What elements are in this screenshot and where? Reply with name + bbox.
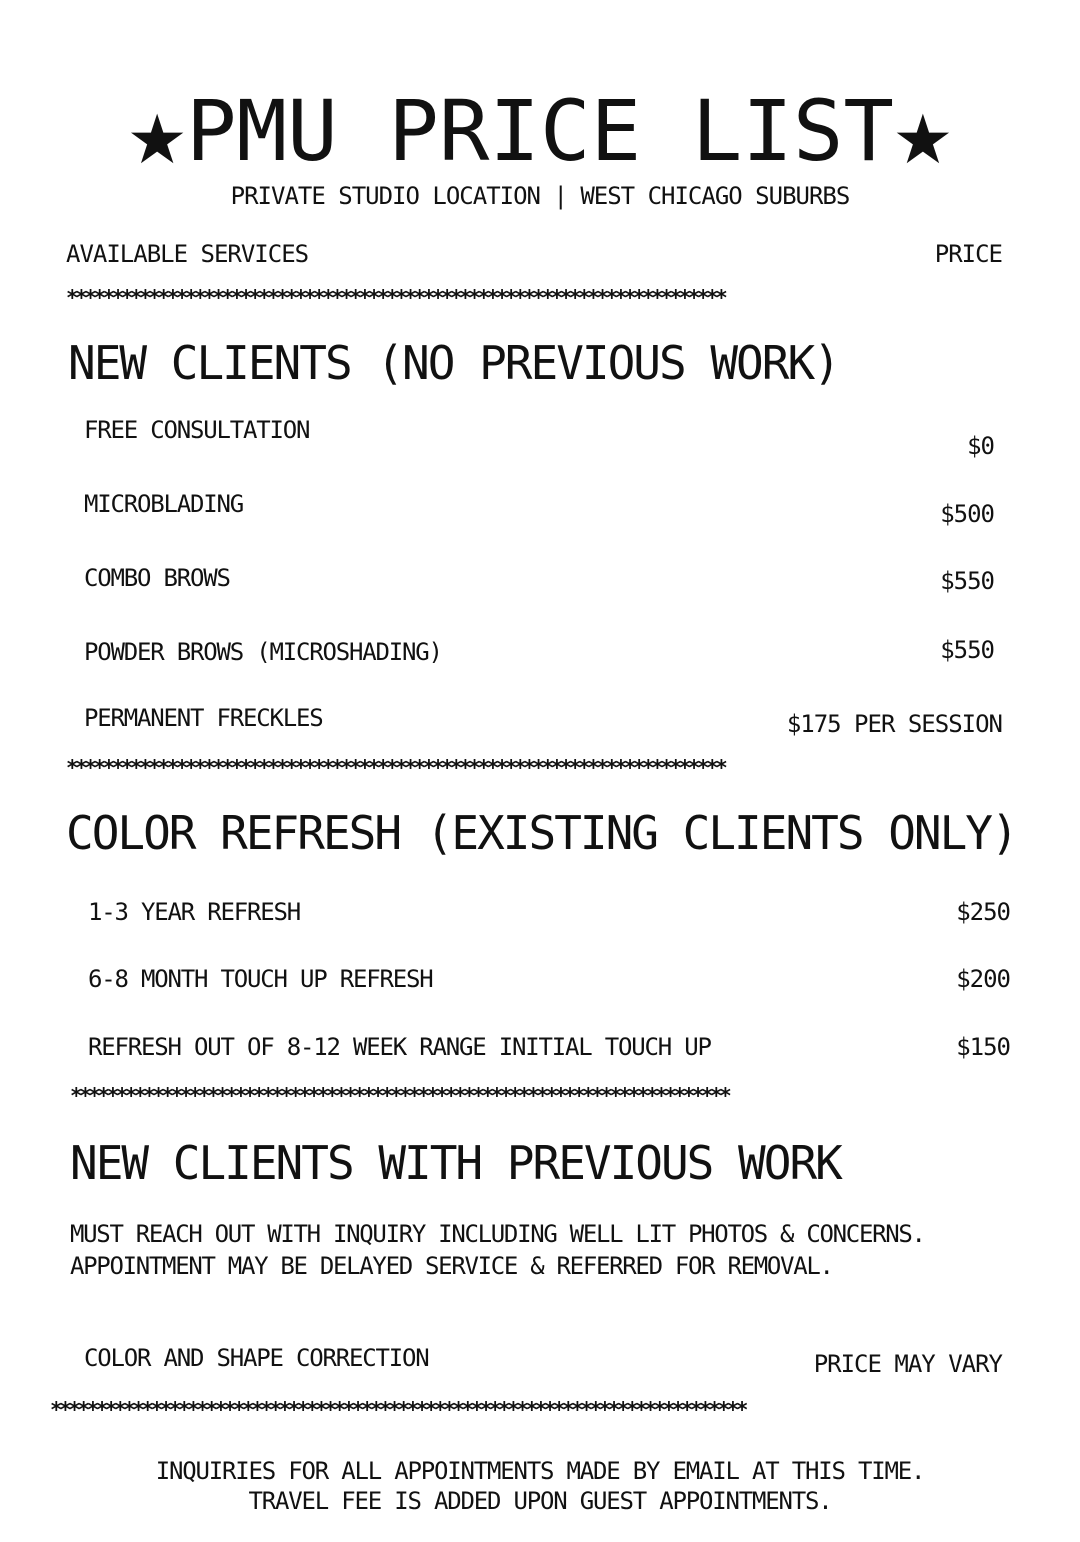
column-heading-price: PRICE: [934, 240, 1002, 268]
page-title-text: PMU PRICE LIST: [185, 82, 894, 180]
service-name: FREE CONSULTATION: [84, 416, 310, 444]
footer-line: INQUIRIES FOR ALL APPOINTMENTS MADE BY EMAIL AT THIS TIME.: [155, 1457, 925, 1485]
star-left-icon: ★: [128, 75, 186, 187]
star-right-icon: ★: [894, 75, 952, 187]
service-price: $200: [956, 965, 1010, 993]
service-name: PERMANENT FRECKLES: [84, 704, 323, 732]
service-price: $150: [956, 1033, 1010, 1061]
service-name: REFRESH OUT OF 8-12 WEEK RANGE INITIAL TOUCH UP: [88, 1033, 711, 1061]
service-price: $550: [940, 636, 994, 664]
asterisk-divider: ****************************************************************************: [50, 1398, 745, 1422]
asterisk-divider: ************************************************************************: [70, 1084, 729, 1108]
service-name: MICROBLADING: [84, 490, 243, 518]
service-price: $175 PER SESSION: [786, 710, 1002, 738]
service-name: COLOR AND SHAPE CORRECTION: [84, 1344, 429, 1372]
service-price: $550: [940, 567, 994, 595]
service-price: $500: [940, 500, 994, 528]
service-name: 6-8 MONTH TOUCH UP REFRESH: [88, 965, 433, 993]
service-name: COMBO BROWS: [84, 564, 230, 592]
footer-line: TRAVEL FEE IS ADDED UPON GUEST APPOINTMENTS.: [248, 1487, 832, 1515]
asterisk-divider: ************************************************************************: [66, 756, 725, 780]
section-title-new-clients: NEW CLIENTS (NO PREVIOUS WORK): [68, 336, 839, 390]
service-price: PRICE MAY VARY: [813, 1350, 1002, 1378]
note-line: APPOINTMENT MAY BE DELAYED SERVICE & REFERRED FOR REMOVAL.: [70, 1252, 833, 1280]
service-price: $0: [967, 432, 994, 460]
asterisk-divider: ************************************************************************: [66, 286, 725, 310]
column-heading-services: AVAILABLE SERVICES: [66, 240, 309, 268]
subtitle: PRIVATE STUDIO LOCATION | WEST CHICAGO SUBURBS: [230, 182, 850, 210]
service-name: 1-3 YEAR REFRESH: [88, 898, 300, 926]
page-title: [0, 75, 1080, 187]
note-line: MUST REACH OUT WITH INQUIRY INCLUDING WELL LIT PHOTOS & CONCERNS.: [70, 1220, 925, 1248]
service-price: $250: [956, 898, 1010, 926]
section-title-previous-work: NEW CLIENTS WITH PREVIOUS WORK: [70, 1136, 841, 1190]
section-title-color-refresh: COLOR REFRESH (EXISTING CLIENTS ONLY): [66, 806, 1017, 860]
service-name: POWDER BROWS (MICROSHADING): [84, 638, 442, 666]
